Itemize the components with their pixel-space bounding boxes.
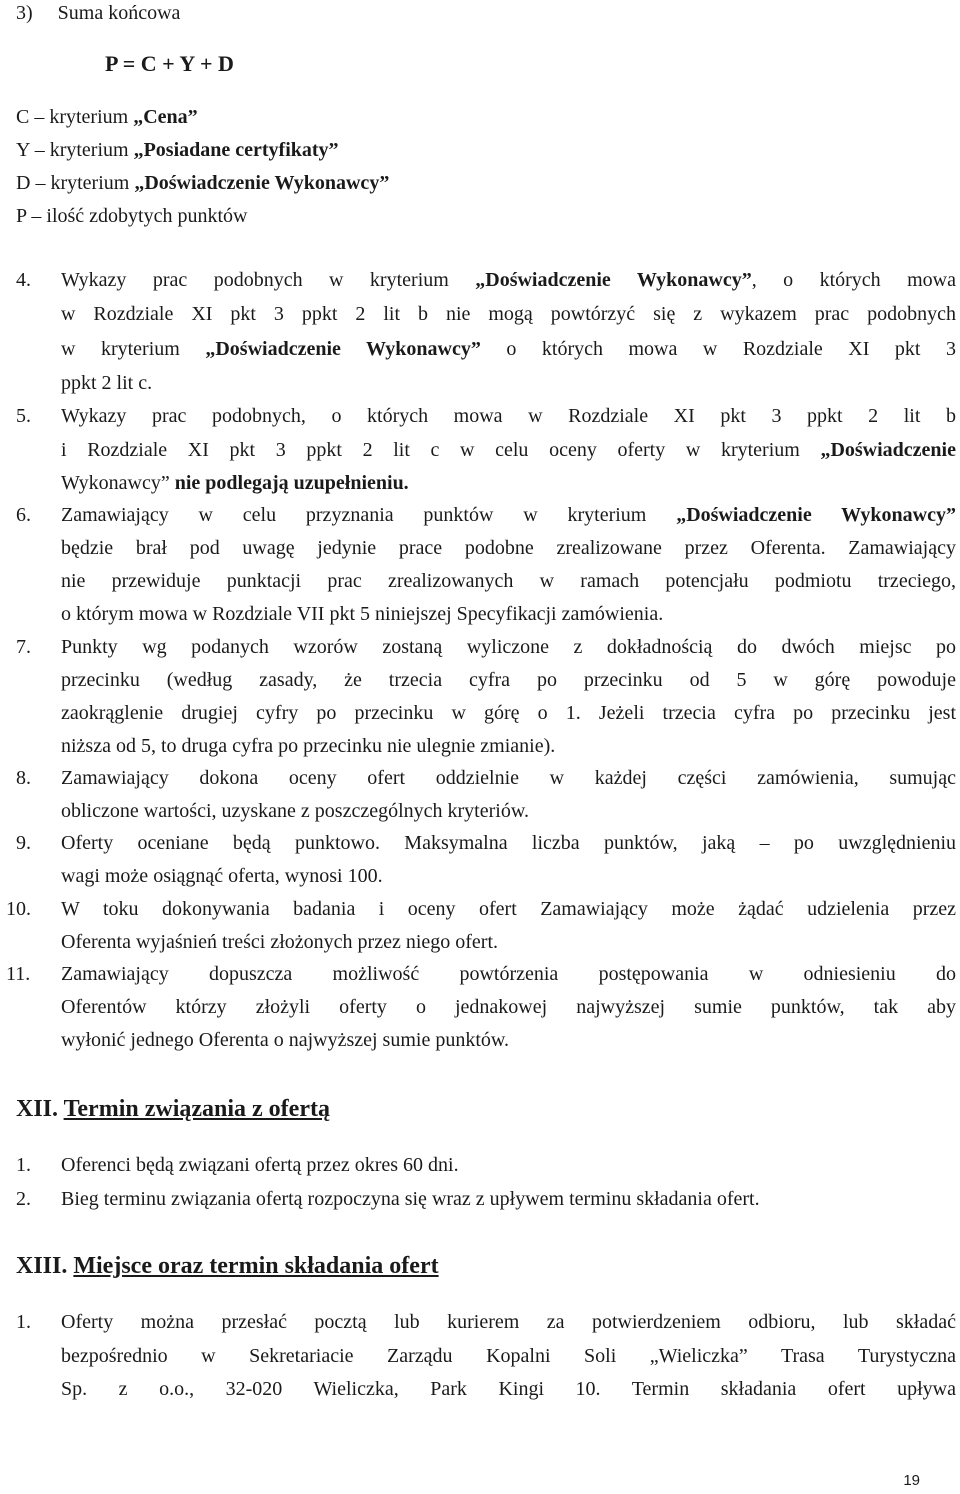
item-number: 1. [16, 1154, 31, 1176]
paragraph-line: Wykonawcy” nie podlegają uzupełnieniu. [61, 472, 409, 494]
paragraph-line: Zamawiający dokona oceny ofert oddzielnie w każdej części zamówienia, sumując [61, 767, 956, 789]
paragraph-line: Zamawiający w celu przyznania punktów w kryterium „Doświadczenie Wykonawcy” [61, 504, 956, 526]
legend-row: Y – kryterium „Posiadane certyfikaty” [16, 139, 339, 161]
section-xiii-heading: XIII. Miejsce oraz termin składania ofert [16, 1253, 439, 1279]
paragraph-line: o którym mowa w Rozdziale VII pkt 5 niniejszej Specyfikacji zamówienia. [61, 603, 664, 625]
paragraph-line: w kryterium „Doświadczenie Wykonawcy” o których mowa w Rozdziale XI pkt 3 [61, 338, 956, 360]
item-number: 10. [6, 898, 31, 920]
paragraph-line: Zamawiający dopuszcza możliwość powtórzenia postępowania w odniesieniu do [61, 963, 956, 985]
paragraph-line: ppkt 2 lit c. [61, 372, 153, 394]
paragraph-line: Oferty można przesłać pocztą lub kurierem za potwierdzeniem odbioru, lub składać [61, 1311, 956, 1333]
paragraph-line: zaokrąglenie drugiej cyfry po przecinku w górę o 1. Jeżeli trzecia cyfra po przecinku jest [61, 702, 956, 724]
section-xii-title: Termin związania z ofertą [63, 1096, 330, 1122]
paragraph-line: niższa od 5, to druga cyfra po przecinku nie ulegnie zmianie). [61, 735, 556, 757]
item-number: 8. [16, 767, 31, 789]
item-number: 9. [16, 832, 31, 854]
paragraph-line: w Rozdziale XI pkt 3 ppkt 2 lit b nie mogą powtórzyć się z wykazem prac podobnych [61, 303, 956, 325]
legend-row: D – kryterium „Doświadczenie Wykonawcy” [16, 172, 390, 194]
legend-row: P – ilość zdobytych punktów [16, 205, 248, 227]
paragraph-line: Bieg terminu związania ofertą rozpoczyna się wraz z upływem terminu składania ofert. [61, 1188, 760, 1210]
section-xiii-title: Miejsce oraz termin składania ofert [73, 1253, 439, 1279]
item-number: 11. [6, 963, 31, 985]
section-label: 3) Suma końcowa [16, 2, 181, 24]
paragraph-line: Sp. z o.o., 32-020 Wieliczka, Park Kingi 10. Termin składania ofert upływa [61, 1378, 956, 1400]
paragraph-line: Punkty wg podanych wzorów zostaną wyliczone z dokładnością do dwóch miejsc po [61, 636, 956, 658]
item-number: 5. [16, 405, 31, 427]
legend-row: C – kryterium „Cena” [16, 106, 198, 128]
paragraph-line: bezpośrednio w Sekretariacie Zarządu Kopalni Soli „Wieliczka” Trasa Turystyczna [61, 1345, 956, 1367]
paragraph-line: Wykazy prac podobnych w kryterium „Doświadczenie Wykonawcy”, o których mowa [61, 269, 957, 291]
item-number: 2. [16, 1188, 31, 1210]
item-number: 7. [16, 636, 31, 658]
section-title: Suma końcowa [57, 2, 181, 24]
paragraph-line: Oferty oceniane będą punktowo. Maksymalna liczba punktów, jaką – po uwzględnieniu [61, 832, 956, 854]
item-number: 1. [16, 1311, 31, 1333]
paragraph-line: W toku dokonywania badania i oceny ofert Zamawiający może żądać udzielenia przez [61, 898, 956, 920]
item-number: 4. [16, 269, 31, 291]
paragraph-line: Wykazy prac podobnych, o których mowa w Rozdziale XI pkt 3 ppkt 2 lit b [61, 405, 956, 427]
paragraph-line: wagi może osiągnąć oferta, wynosi 100. [61, 865, 383, 887]
formula: P = C + Y + D [105, 51, 234, 76]
section-xii-heading: XII. Termin związania z ofertą [16, 1096, 330, 1122]
page-number: 19 [903, 1472, 920, 1489]
paragraph-line: Oferentów którzy złożyli oferty o jednakowej najwyższej sumie punktów, tak aby [61, 996, 956, 1018]
paragraph-line: Oferenci będą związani ofertą przez okres 60 dni. [61, 1154, 459, 1176]
paragraph-line: przecinku (według zasady, że trzecia cyfra po przecinku od 5 w górę powoduje [61, 669, 956, 691]
paragraph-line: wyłonić jednego Oferenta o najwyższej sumie punktów. [61, 1029, 510, 1051]
paragraph-line: i Rozdziale XI pkt 3 ppkt 2 lit c w celu oceny oferty w kryterium „Doświadczenie [61, 439, 956, 461]
item-number: 6. [16, 504, 31, 526]
paragraph-line: Oferenta wyjaśnień treści złożonych przez niego ofert. [61, 931, 499, 953]
paragraph-line: obliczone wartości, uzyskane z poszczególnych kryteriów. [61, 800, 529, 822]
paragraph-line: będzie brał pod uwagę jedynie prace podobne zrealizowane przez Oferenta. Zamawiający [61, 537, 956, 559]
paragraph-line: nie przewiduje punktacji prac zrealizowanych w ramach potencjału podmiotu trzeciego, [61, 570, 956, 592]
